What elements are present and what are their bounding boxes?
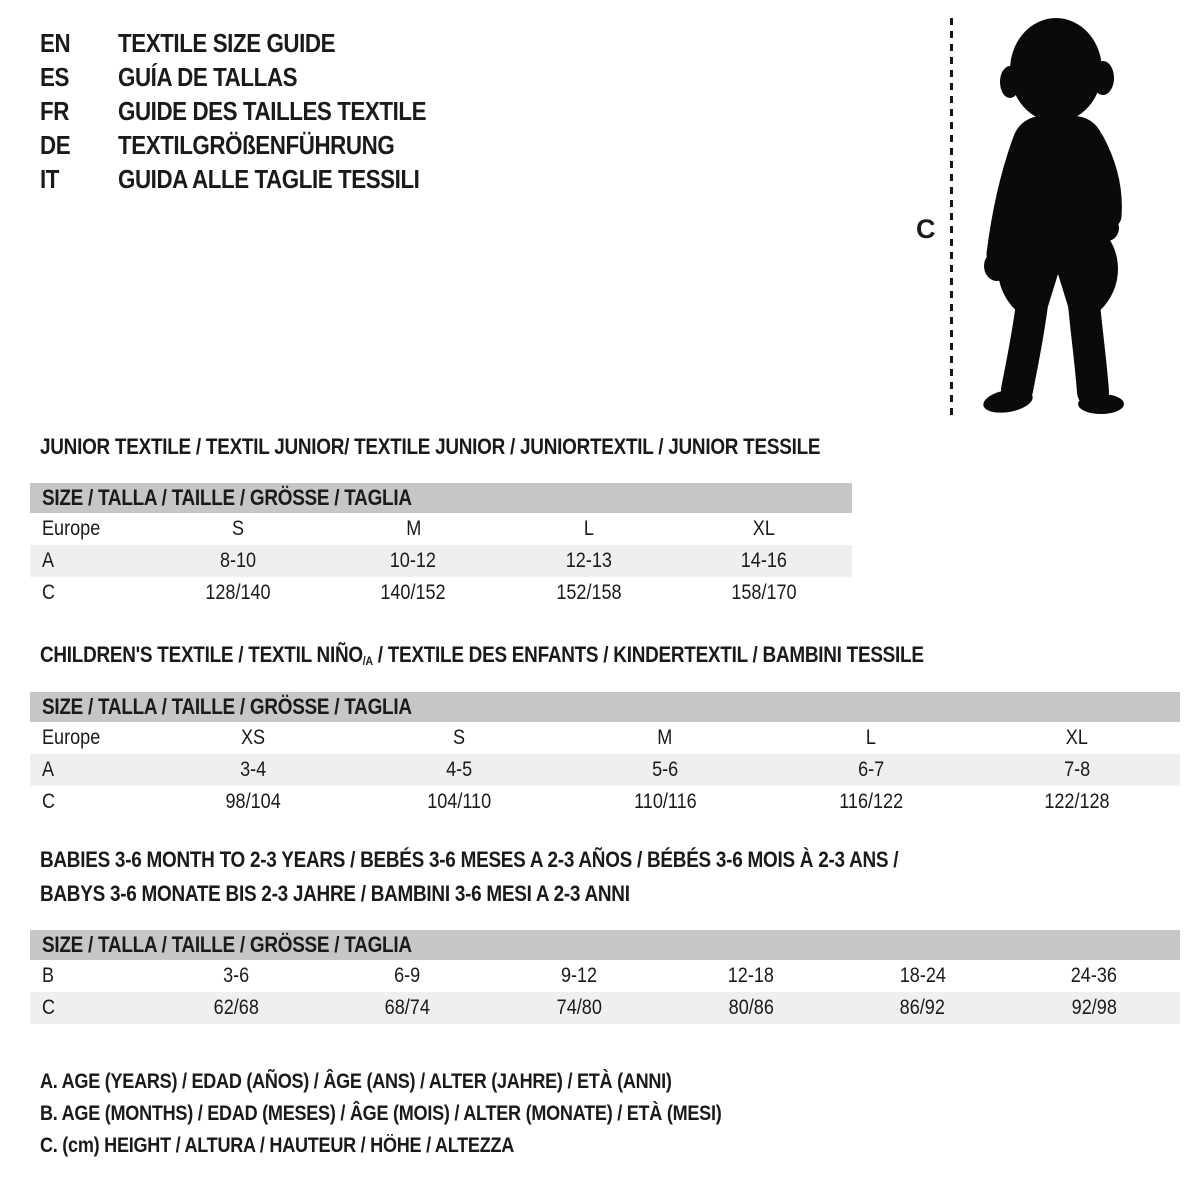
table-row-b	[30, 960, 1180, 992]
size-value: 80/86	[728, 996, 774, 1019]
size-value: 12-18	[727, 964, 774, 987]
guide-title-text: GUIDE DES TAILLES TEXTILE	[118, 96, 427, 126]
size-value: S	[231, 517, 244, 540]
legend-text: B. AGE (MONTHS) / EDAD (MESES) / ÂGE (MOIS) / ALTER (MONATE) / ETÀ (MESI)	[40, 1102, 722, 1125]
row-label: Europe	[42, 726, 101, 749]
legend-line	[40, 1066, 832, 1098]
size-value: 18-24	[899, 964, 946, 987]
title-language-list	[40, 26, 476, 196]
size-value: 14-16	[741, 549, 788, 572]
size-table	[30, 722, 1180, 818]
size-header-bar	[30, 930, 1180, 960]
size-value: 152/158	[556, 581, 622, 604]
legend-text: A. AGE (YEARS) / EDAD (AÑOS) / ÂGE (ANS) / ALTER (JAHRE) / ETÀ (ANNI)	[40, 1070, 672, 1093]
table-row-a	[30, 545, 852, 577]
size-value: 122/128	[1044, 790, 1110, 813]
size-value: M	[657, 726, 673, 749]
heading-text: JUNIOR TEXTILE / TEXTIL JUNIOR/ TEXTILE JUNIOR / JUNIORTEXTIL / JUNIOR TESSILE	[40, 434, 821, 459]
table-row-c	[30, 786, 1180, 818]
size-header-text: SIZE / TALLA / TAILLE / GRÖSSE / TAGLIA	[42, 485, 412, 510]
size-value: 3-4	[239, 758, 267, 781]
section-heading	[40, 638, 1180, 672]
size-value: 9-12	[561, 964, 598, 987]
heading-subscript: /A	[362, 654, 373, 669]
section-heading-line	[40, 430, 852, 464]
size-table	[30, 513, 852, 609]
size-value: L	[865, 726, 877, 749]
size-value: 74/80	[556, 996, 602, 1019]
table-row-a	[30, 754, 1180, 786]
size-value: 116/122	[839, 790, 903, 813]
legend	[40, 1066, 832, 1162]
size-value: 92/98	[1071, 996, 1117, 1019]
guide-title-text: GUÍA DE TALLAS	[118, 62, 298, 92]
language-row	[40, 94, 476, 128]
size-value: 68/74	[384, 996, 431, 1019]
section-heading-line	[40, 638, 1180, 672]
size-value: 158/170	[731, 581, 797, 604]
size-value: 140/152	[380, 581, 446, 604]
legend-line	[40, 1130, 832, 1162]
language-row	[40, 162, 476, 196]
size-value: XL	[1065, 726, 1089, 749]
guide-title-text: TEXTILE SIZE GUIDE	[118, 28, 336, 58]
size-value: 3-6	[222, 964, 249, 987]
size-header-text: SIZE / TALLA / TAILLE / GRÖSSE / TAGLIA	[42, 694, 412, 719]
guide-title-text: GUIDA ALLE TAGLIE TESSILI	[118, 164, 420, 194]
heading-text: BABIES 3-6 MONTH TO 2-3 YEARS / BEBÉS 3-6 MESES A 2-3 AÑOS / BÉBÉS 3-6 MOIS À 2-3 ANS /	[40, 847, 899, 872]
table-row-europe	[30, 513, 852, 545]
heading-text: BABYS 3-6 MONATE BIS 2-3 JAHRE / BAMBINI 3-6 MESI A 2-3 ANNI	[40, 881, 630, 906]
size-value: 10-12	[390, 549, 437, 572]
section-heading	[40, 430, 852, 464]
section-heading-line	[40, 843, 1180, 877]
heading-text: / TEXTILE DES ENFANTS / KINDERTEXTIL / BAMBINI TESSILE	[372, 642, 924, 667]
row-label: B	[42, 964, 55, 987]
row-label: A	[42, 758, 55, 781]
language-row	[40, 60, 476, 94]
size-value: 8-10	[219, 549, 256, 572]
language-code: ES	[40, 62, 69, 92]
size-value: XL	[753, 517, 776, 540]
language-code: DE	[40, 130, 71, 160]
size-value: 104/110	[427, 790, 491, 813]
section-childrens-textile	[30, 638, 1180, 818]
section-heading-line	[40, 877, 1180, 911]
size-value: M	[405, 517, 421, 540]
size-value: 24-36	[1071, 964, 1118, 987]
language-code: IT	[40, 164, 60, 194]
size-value: 62/68	[213, 996, 259, 1019]
size-value: L	[583, 517, 594, 540]
height-measure-label: C	[916, 214, 936, 244]
section-heading	[40, 843, 1180, 911]
language-code: EN	[40, 28, 71, 58]
size-value: 86/92	[899, 996, 946, 1019]
table-row-europe	[30, 722, 1180, 754]
size-value: 5-6	[651, 758, 679, 781]
table-row-c	[30, 992, 1180, 1024]
size-value: 110/116	[633, 790, 697, 813]
legend-line	[40, 1098, 832, 1130]
table-row-c	[30, 577, 852, 609]
language-code: FR	[40, 96, 69, 126]
size-value: 7-8	[1063, 758, 1091, 781]
size-value: S	[452, 726, 466, 749]
height-measure-line	[950, 18, 953, 420]
row-label: C	[42, 581, 56, 604]
row-label: C	[42, 996, 56, 1019]
size-value: 128/140	[205, 581, 271, 604]
size-header-bar	[30, 483, 852, 513]
size-value: 4-5	[445, 758, 473, 781]
size-header-bar	[30, 692, 1180, 722]
guide-title-text: TEXTILGRÖßENFÜHRUNG	[118, 130, 395, 160]
row-label: Europe	[42, 517, 101, 540]
size-value: 6-7	[857, 758, 885, 781]
row-label: C	[42, 790, 56, 813]
baby-silhouette-icon	[968, 16, 1140, 416]
heading-text: CHILDREN'S TEXTILE / TEXTIL NIÑO	[40, 642, 363, 667]
section-junior-textile	[30, 430, 852, 609]
size-table	[30, 960, 1180, 1024]
size-header-text: SIZE / TALLA / TAILLE / GRÖSSE / TAGLIA	[42, 932, 412, 957]
size-value: 12-13	[565, 549, 612, 572]
language-row	[40, 128, 476, 162]
size-value: 6-9	[394, 964, 421, 987]
size-value: 98/104	[225, 790, 281, 813]
row-label: A	[42, 549, 55, 572]
size-value: XS	[240, 726, 266, 749]
legend-text: C. (cm) HEIGHT / ALTURA / HAUTEUR / HÖHE / ALTEZZA	[40, 1134, 515, 1157]
language-row	[40, 26, 476, 60]
baby-figure	[880, 14, 1170, 426]
section-babies-textile	[30, 843, 1180, 1024]
